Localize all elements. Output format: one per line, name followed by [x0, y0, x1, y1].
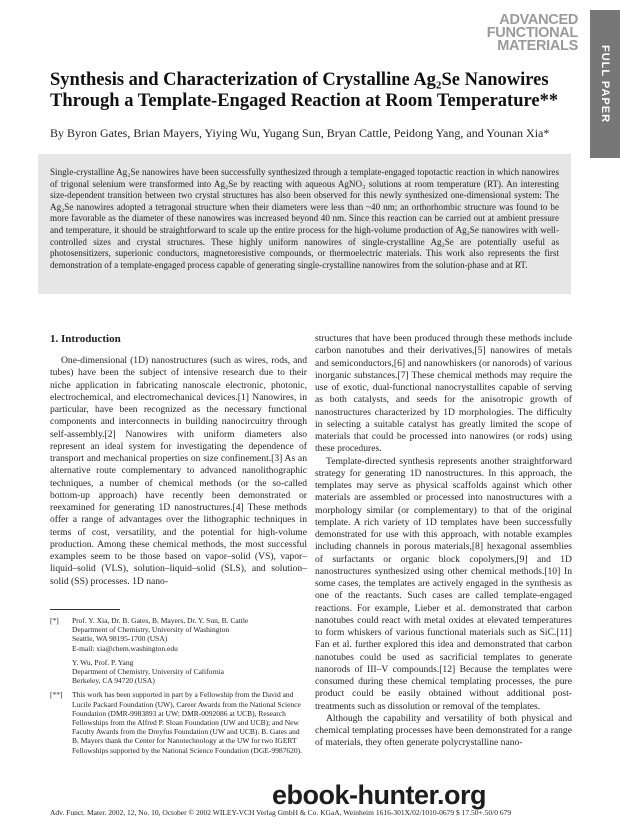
logo-line-2: FUNCTIONAL: [486, 25, 578, 41]
right-column: [315, 333, 572, 750]
right-paragraph-1: structures that have been produced through these methods include carbon nanotubes and their derivatives,[5] nanowires of metals and semiconductors,[6] and nanowhiskers (or nanorods) of various inorganic substances.[7] These chemical methods may require the use of exotic, dual-functional nanocrystallites capable of serving as both catalysts, and seeds for the anisotropic growth of nanostructures characterized by 1D morphologies. The difficulty in selecting a suitable catalyst has greatly limited the scope of materials that could be processed into nanowires (or rods) using these procedures.: [315, 333, 572, 455]
footnote-mark: [*]: [50, 616, 59, 625]
footnote-line: Seattle, WA 98195-1700 (USA): [72, 634, 168, 644]
footnote-line: This work has been supported in part by a Fellowship from the David and Lucile Packard Foundation (UW), Career Awards from the National Science Foundation (DMR-9983893 at UW; DMR-0092086 at UCB), Research Fellowships from the Alfred P. Sloan Foundation (UW and UCB); and New Faculty Awards from the Dreyfus Foundation (UW and UCB). B. Gates and B. Mayers thank the Center for Nanotechnology at the UW for two IGERT Fellowships supported by the National Science Foundation (DGE-9987620).: [72, 690, 302, 755]
abstract-box: [38, 154, 571, 294]
footnote-line: Department of Chemistry, University of California: [72, 667, 224, 677]
footnotes: [50, 609, 307, 760]
footnote-line: Y. Wu, Prof. P. Yang: [72, 657, 134, 667]
footnote-line: Berkeley, CA 94720 (USA): [72, 676, 155, 686]
section-heading: 1. Introduction: [50, 333, 121, 345]
journal-footer: Adv. Funct. Mater. 2002, 12, No. 10, October © 2002 WILEY-VCH Verlag GmbH & Co. KGaA, Weinheim 1616-301X/02/1010-0679 $ 17.50+.50/0 679: [50, 808, 512, 817]
article-title: Synthesis and Characterization of Crystalline Ag₂Se Nanowires Through a Template-Engaged Reaction at Room Temperature**: [50, 70, 559, 111]
right-paragraph-3: Although the capability and versatility of both physical and chemical templating processes have been demonstrated for a range of materials, they often generate polycrystalline nano-: [315, 712, 572, 749]
logo-line-1: ADVANCED: [499, 12, 578, 28]
intro-paragraph: One-dimensional (1D) nanostructures (such as wires, rods, and tubes) have been the subject of intensive research due to their niche application in fabricating nanoscale electronic, photonic, electrochemical, and electromechanical devices.[1] Nanowires, in particular, have been recognized as the necessary functional components and interconnects in building nanocircuitry through self-assembly.[2] Nanowires with uniform diameters also represent an ideal system for investigating the dependence of transport and mechanical properties on size confinement.[3] As an alternative route complementary to advanced nanolithographic techniques, a number of chemical methods (or the so-called bottom-up approach) have recently been demonstrated or reexamined for generating 1D nanostructures.[4] These methods offer a range of advantages over the lithographic techniques in terms of cost, versatility, and the potential for high-volume production. Among these chemical methods, the most successful examples seem to be those based on vapor–solid (VS), vapor–liquid–solid (VLS), solution–liquid–solid (SLS), and solution–solid (SS) processes. 1D nano-: [50, 355, 307, 587]
journal-logo: [487, 14, 578, 53]
footnote-line: Department of Chemistry, University of Washington: [72, 625, 230, 635]
footnote-acknowledgment: [50, 690, 307, 754]
abstract-text: Single-crystalline Ag₂Se nanowires have been successfully synthesized through a template-engaged topotactic reaction in which nanowires of trigonal selenium were transformed into Ag₂Se by reacting with aqueous AgNO₃ solutions at room temperature (RT). An interesting size-dependent transition between two crystal structures has also been observed for this newly synthesized one-dimensional system: The Ag₂Se nanowires adopted a tetragonal structure when their diameters were less than ~40 nm; an orthorhombic structure was found to be more favorable as the diameter of these nanowires was increased beyond 40 nm. Since this reaction can be carried out at ambient pressure and temperature, it should be straightforward to scale up the entire process for the high-volume production of Ag₂Se nanowires with well-controlled sizes and crystal structures. These highly uniform nanowires of single-crystalline Ag₂Se are potentially useful as photosensitizers, superionic conductors, magnetoresistive compounds, or thermoelectric materials. This work also represents the first demonstration of a template-engaged process capable of generating single-crystalline nanowires from the solution-phase and at RT.: [50, 167, 559, 270]
section-side-tab: [590, 10, 620, 158]
footnote-line: E-mail: xia@chem.washington.edu: [72, 643, 178, 653]
footnote-mark: [**]: [50, 690, 63, 700]
right-paragraph-2: Template-directed synthesis represents another straightforward strategy for generating 1D nanostructures. In this approach, the templates may serve as physical scaffolds against which other materials are assembled or processed into nanostructures with a morphology similar (or complementary) to that of the original template. A rich variety of 1D templates have been successfully demonstrated for use with this approach, with notable examples including channels in porous materials,[8] hexagonal assemblies of surfactants or organic block copolymers,[9] and 1D nanostructures synthesized using other chemical methods.[10] In some cases, the templates are actively engaged in the synthesis as one of the reactants. Such cases are called template-engaged reactions. For example, Lieber et al. demonstrated that carbon nanotubes could react with metal oxides at elevated temperatures to form whiskers of various functional materials such as SiC.[11] Fan et al. further explored this idea and demonstrated that carbon nanotubes could be used as sacrificial templates to generate nanorods of III–V compounds.[12] Because the templates were consumed during these chemical templating processes, the pure product could be easily obtained without additional post-treatments such as dissolution or removal of the templates.: [315, 455, 572, 712]
footnote-rule: [50, 609, 120, 610]
author-list: By Byron Gates, Brian Mayers, Yiying Wu, Yugang Sun, Bryan Cattle, Peidong Yang, and Younan Xia*: [50, 126, 550, 140]
footnote-affiliations: [50, 616, 307, 685]
side-tab-label: FULL PAPER: [599, 44, 611, 124]
footnote-line: Prof. Y. Xia, Dr. B. Gates, B. Mayers, Dr. Y. Sun, B. Cattle: [72, 616, 249, 625]
left-column: [50, 333, 307, 588]
watermark: ebook-hunter.org: [272, 780, 486, 810]
logo-line-3: MATERIALS: [497, 38, 578, 54]
